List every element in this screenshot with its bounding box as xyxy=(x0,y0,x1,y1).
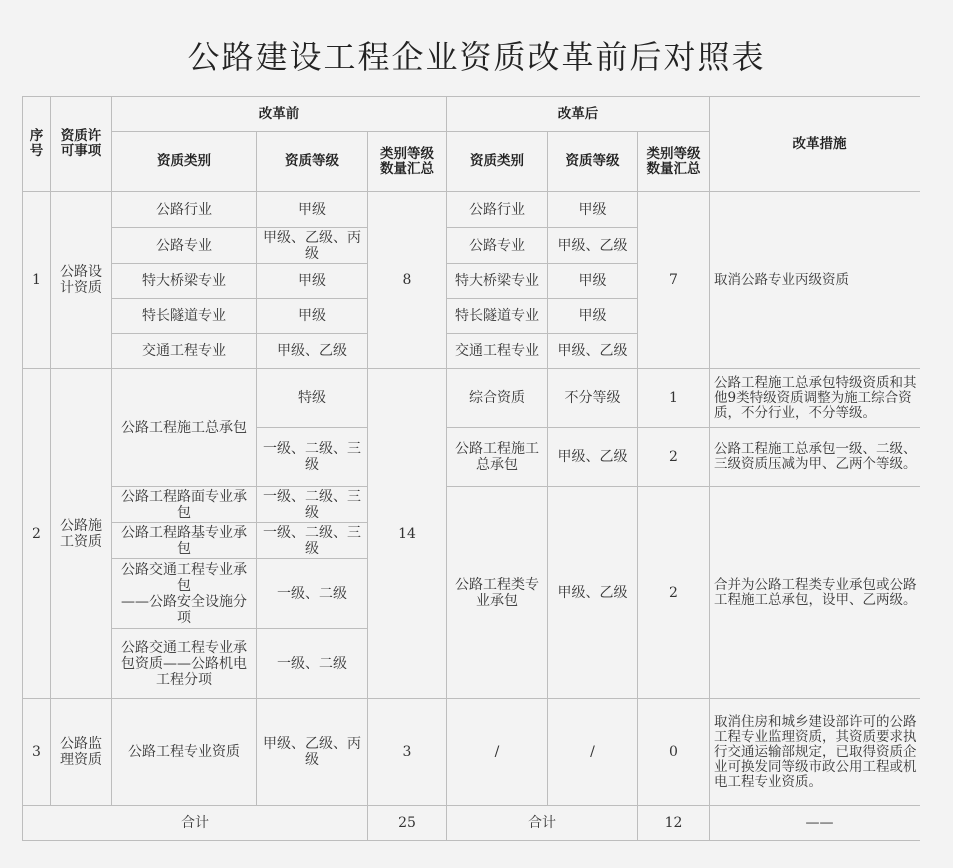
before-grade: 一级、二级、三级 xyxy=(257,523,367,558)
after-count: 7 xyxy=(638,192,709,368)
after-grade: / xyxy=(548,699,637,805)
header-after: 改革后 xyxy=(447,97,709,131)
header-before-type: 资质类别 xyxy=(112,132,256,191)
reform-measure: 取消住房和城乡建设部许可的公路工程专业监理资质，其资质要求执行交通运输部规定，已取得资质企业可换发同等级市政公用工程或机电工程专业资质。 xyxy=(710,699,929,805)
before-type: 公路专业 xyxy=(112,228,256,263)
before-type: 公路工程施工总承包 xyxy=(112,369,256,486)
total-after-count: 12 xyxy=(638,806,709,840)
total-before-count: 25 xyxy=(368,806,446,840)
before-grade: 特级 xyxy=(257,369,367,427)
after-count: 0 xyxy=(638,699,709,805)
before-type: 公路交通工程专业承包 ——公路安全设施分项 xyxy=(112,559,256,628)
header-before: 改革前 xyxy=(112,97,446,131)
header-after-type: 资质类别 xyxy=(447,132,547,191)
row-item: 公路监 理资质 xyxy=(51,699,111,805)
before-type: 特大桥梁专业 xyxy=(112,264,256,298)
before-grade: 甲级、乙级、丙级 xyxy=(257,699,367,805)
after-type: 综合资质 xyxy=(447,369,547,427)
reform-measure: 公路工程施工总承包特级资质和其他9类特级资质调整为施工综合资质，不分行业，不分等级。 xyxy=(710,369,929,427)
after-type: 交通工程专业 xyxy=(447,334,547,368)
after-grade: 甲级、乙级 xyxy=(548,334,637,368)
reform-measure: 取消公路专业丙级资质 xyxy=(710,192,929,368)
before-grade: 一级、二级、三级 xyxy=(257,428,367,486)
comparison-table xyxy=(22,96,920,841)
before-type: 公路工程专业资质 xyxy=(112,699,256,805)
after-count: 2 xyxy=(638,487,709,698)
row-item: 公路设 计资质 xyxy=(51,192,111,368)
before-grade: 一级、二级、三级 xyxy=(257,487,367,522)
row-seq: 3 xyxy=(23,699,50,805)
header-item: 资质许 可事项 xyxy=(51,97,111,191)
after-grade: 甲级 xyxy=(548,264,637,298)
header-after-grade: 资质等级 xyxy=(548,132,637,191)
total-measure: —— xyxy=(710,806,929,840)
after-type: / xyxy=(447,699,547,805)
reform-measure: 合并为公路工程类专业承包或公路工程施工总承包，设甲、乙两级。 xyxy=(710,487,929,698)
before-grade: 甲级 xyxy=(257,299,367,333)
total-label-after: 合计 xyxy=(447,806,637,840)
header-before-grade: 资质等级 xyxy=(257,132,367,191)
after-grade: 甲级 xyxy=(548,192,637,227)
after-grade: 甲级 xyxy=(548,299,637,333)
after-type: 公路专业 xyxy=(447,228,547,263)
before-count: 3 xyxy=(368,699,446,805)
before-grade: 甲级、乙级 xyxy=(257,334,367,368)
after-grade: 不分等级 xyxy=(548,369,637,427)
header-after-count: 类别等级 数量汇总 xyxy=(638,132,709,191)
before-count: 8 xyxy=(368,192,446,368)
after-count: 1 xyxy=(638,369,709,427)
page-title: 公路建设工程企业资质改革前后对照表 xyxy=(187,38,766,76)
after-type: 公路行业 xyxy=(447,192,547,227)
row-item: 公路施 工资质 xyxy=(51,369,111,698)
before-type: 公路工程路基专业承包 xyxy=(112,523,256,558)
after-type: 特大桥梁专业 xyxy=(447,264,547,298)
row-seq: 1 xyxy=(23,192,50,368)
before-count: 14 xyxy=(368,369,446,698)
before-type: 交通工程专业 xyxy=(112,334,256,368)
total-label-before: 合计 xyxy=(23,806,367,840)
header-before-count: 类别等级 数量汇总 xyxy=(368,132,446,191)
before-grade: 甲级 xyxy=(257,264,367,298)
after-count: 2 xyxy=(638,428,709,486)
after-grade: 甲级、乙级 xyxy=(548,228,637,263)
after-grade: 甲级、乙级 xyxy=(548,487,637,698)
before-grade: 一级、二级 xyxy=(257,559,367,628)
before-grade: 甲级 xyxy=(257,192,367,227)
after-type: 公路工程施工 总承包 xyxy=(447,428,547,486)
before-type: 特长隧道专业 xyxy=(112,299,256,333)
before-grade: 一级、二级 xyxy=(257,629,367,698)
after-type: 公路工程类专 业承包 xyxy=(447,487,547,698)
before-grade: 甲级、乙级、丙级 xyxy=(257,228,367,263)
reform-measure: 公路工程施工总承包一级、二级、三级资质压减为甲、乙两个等级。 xyxy=(710,428,929,486)
row-seq: 2 xyxy=(23,369,50,698)
after-type: 特长隧道专业 xyxy=(447,299,547,333)
before-type: 公路行业 xyxy=(112,192,256,227)
header-measures: 改革措施 xyxy=(710,97,929,191)
before-type: 公路交通工程专业承 包资质——公路机电 工程分项 xyxy=(112,629,256,698)
before-type: 公路工程路面专业承包 xyxy=(112,487,256,522)
header-seq: 序 号 xyxy=(23,97,50,191)
after-grade: 甲级、乙级 xyxy=(548,428,637,486)
